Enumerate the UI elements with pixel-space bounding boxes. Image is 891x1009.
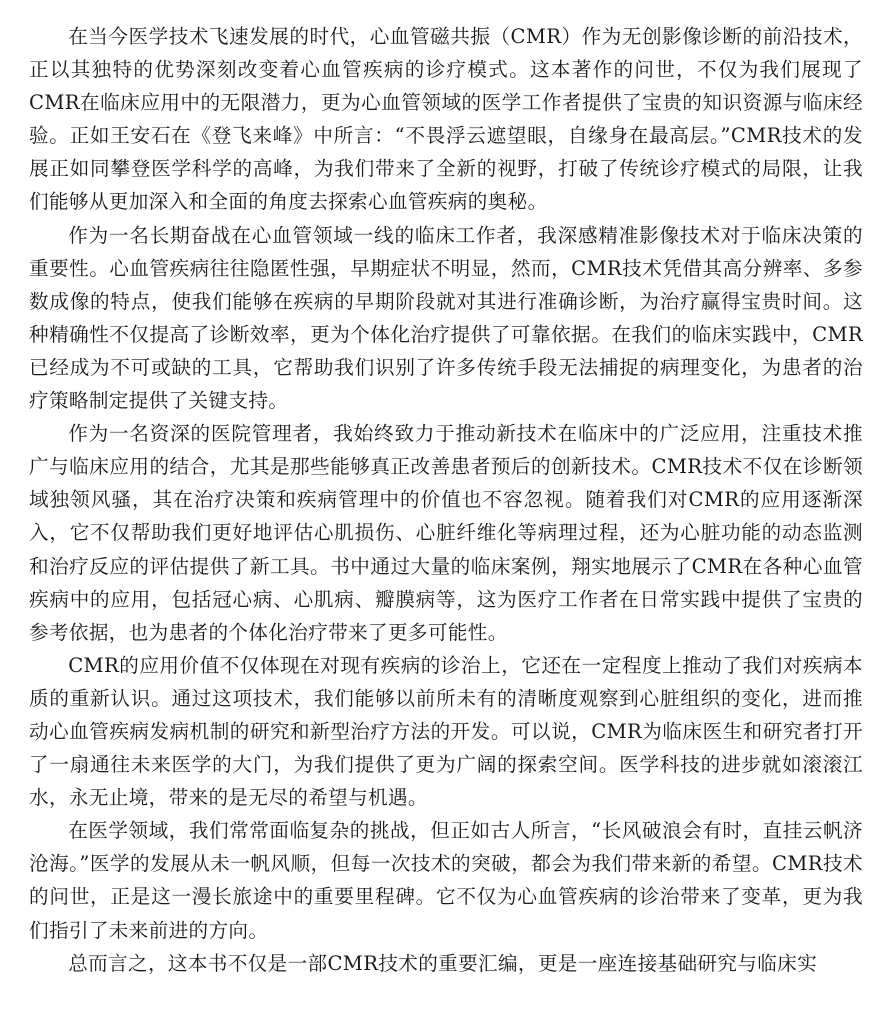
paragraph-2: 作为一名长期奋战在心血管领域一线的临床工作者，我深感精准影像技术对于临床决策的重要性。心血管疾病往往隐匿性强，早期症状不明显，然而，CMR技术凭借其高分辨率、多参数成像的特点，使我们能够在疾病的早期阶段就对其进行准确诊断，为治疗赢得宝贵时间。这种精确性不仅提高了诊断效率，更为个体化治疗提供了可靠依据。在我们的临床实践中，CMR已经成为不可或缺的工具，它帮助我们识别了许多传统手段无法捕捉的病理变化，为患者的治疗策略制定提供了关键支持。 bbox=[29, 223, 863, 413]
paragraph-1: 在当今医学技术飞速发展的时代，心血管磁共振（CMR）作为无创影像诊断的前沿技术，正以其独特的优势深刻改变着心血管疾病的诊疗模式。这本著作的问世，不仅为我们展现了CMR在临床应用中的无限潜力，更为心血管领域的医学工作者提供了宝贵的知识资源与临床经验。正如王安石在《登飞来峰》中所言：“不畏浮云遮望眼，自缘身在最高层。”CMR技术的发展正如同攀登医学科学的高峰，为我们带来了全新的视野，打破了传统诊疗模式的局限，让我们能够从更加深入和全面的角度去探索心血管疾病的奥秘。 bbox=[29, 25, 863, 214]
paragraph-4: CMR的应用价值不仅体现在对现有疾病的诊治上，它还在一定程度上推动了我们对疾病本质的重新认识。通过这项技术，我们能够以前所未有的清晰度观察到心脏组织的变化，进而推动心血管疾病发病机制的研究和新型治疗方法的开发。可以说，CMR为临床医生和研究者打开了一扇通往未来医学的大门，为我们提供了更为广阔的探索空间。医学科技的进步就如滚滚江水，永无止境，带来的是无尽的希望与机遇。 bbox=[29, 653, 863, 810]
paragraph-6: 总而言之，这本书不仅是一部CMR技术的重要汇编，更是一座连接基础研究与临床实 bbox=[68, 951, 818, 975]
paragraph-3: 作为一名资深的医院管理者，我始终致力于推动新技术在临床中的广泛应用，注重技术推广与临床应用的结合，尤其是那些能够真正改善患者预后的创新技术。CMR技术不仅在诊断领域独领风骚，其在治疗决策和疾病管理中的价值也不容忽视。随着我们对CMR的应用逐渐深入，它不仅帮助我们更好地评估心肌损伤、心脏纤维化等病理过程，还为心脏功能的动态监测和治疗反应的评估提供了新工具。书中通过大量的临床案例，翔实地展示了CMR在各种心血管疾病中的应用，包括冠心病、心肌病、瓣膜病等，这为医疗工作者在日常实践中提供了宝贵的参考依据，也为患者的个体化治疗带来了更多可能性。 bbox=[29, 422, 863, 644]
paragraph-5: 在医学领域，我们常常面临复杂的挑战，但正如古人所言，“长风破浪会有时，直挂云帆济沧海。”医学的发展从未一帆风顺，但每一次技术的突破，都会为我们带来新的希望。CMR技术的问世，正是这一漫长旅途中的重要里程碑。它不仅为心血管疾病的诊治带来了变革，更为我们指引了未来前进的方向。 bbox=[29, 819, 863, 942]
